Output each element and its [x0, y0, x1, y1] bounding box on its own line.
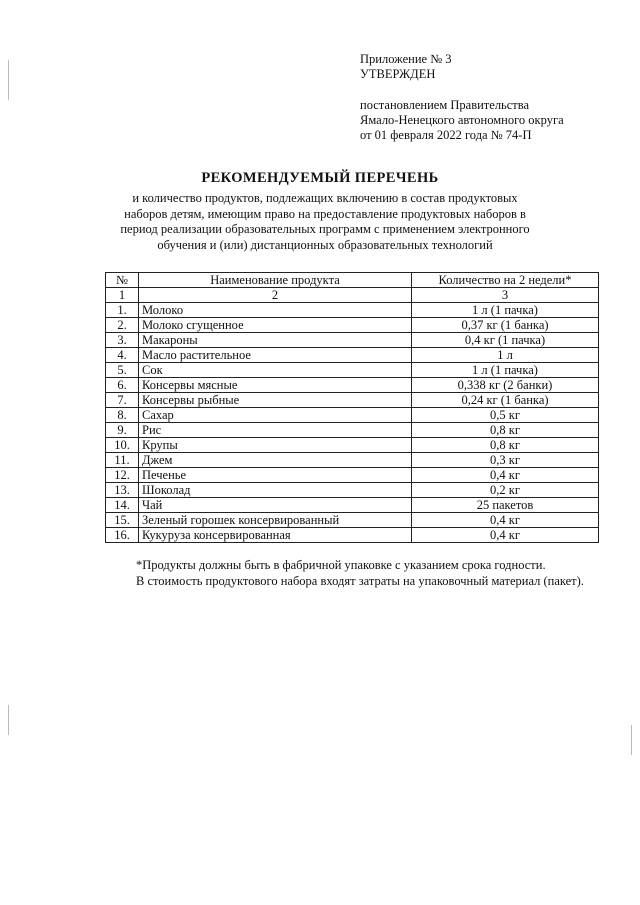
product-name: Зеленый горошек консервированный [139, 513, 412, 528]
table-row [106, 393, 599, 408]
product-quantity: 0,8 кг [412, 438, 599, 453]
column-number-2: 2 [139, 288, 412, 303]
header-number: № [106, 273, 139, 288]
table-row [106, 438, 599, 453]
product-quantity: 0,4 кг (1 пачка) [412, 333, 599, 348]
column-number-1: 1 [106, 288, 139, 303]
note-packaging: В стоимость продуктового набора входят затраты на упаковочный материал (пакет). [136, 574, 584, 588]
row-number: 9. [106, 423, 139, 438]
row-number: 11. [106, 453, 139, 468]
product-name: Молоко сгущенное [139, 318, 412, 333]
product-quantity: 0,24 кг (1 банка) [412, 393, 599, 408]
product-name: Крупы [139, 438, 412, 453]
note-expiry: *Продукты должны быть в фабричной упаковке с указанием срока годности. [136, 558, 546, 572]
product-quantity: 25 пакетов [412, 498, 599, 513]
product-name: Молоко [139, 303, 412, 318]
notes [108, 557, 605, 589]
table-row [106, 513, 599, 528]
product-name: Кукуруза консервированная [139, 528, 412, 543]
product-name: Консервы мясные [139, 378, 412, 393]
row-number: 15. [106, 513, 139, 528]
table-row [106, 363, 599, 378]
product-quantity: 0,4 кг [412, 468, 599, 483]
product-name: Джем [139, 453, 412, 468]
title-subtitle: и количество продуктов, подлежащих включению в состав продуктовых наборов детям, имеющим право на предоставление продуктовых наборов в период реализации образовательных программ с применением электронного обучения и (или) дистанционных образовательных технологий [120, 191, 530, 252]
product-name: Макароны [139, 333, 412, 348]
product-quantity: 0,2 кг [412, 483, 599, 498]
row-number: 8. [106, 408, 139, 423]
products-table [105, 272, 599, 543]
margin-tick [8, 705, 9, 735]
header-quantity: Количество на 2 недели* [412, 273, 599, 288]
product-quantity: 0,8 кг [412, 423, 599, 438]
product-name: Консервы рыбные [139, 393, 412, 408]
row-number: 7. [106, 393, 139, 408]
table-row [106, 348, 599, 363]
approved-label: УТВЕРЖДЕН [360, 67, 436, 81]
table-row [106, 528, 599, 543]
product-name: Масло растительное [139, 348, 412, 363]
product-quantity: 1 л [412, 348, 599, 363]
product-name: Чай [139, 498, 412, 513]
table-row [106, 333, 599, 348]
table-body [106, 303, 599, 543]
row-number: 2. [106, 318, 139, 333]
document-title [0, 170, 640, 253]
product-quantity: 0,4 кг [412, 528, 599, 543]
product-quantity: 0,338 кг (2 банки) [412, 378, 599, 393]
row-number: 10. [106, 438, 139, 453]
table-row [106, 453, 599, 468]
margin-tick [631, 725, 632, 755]
product-quantity: 0,37 кг (1 банка) [412, 318, 599, 333]
table-row [106, 423, 599, 438]
product-name: Печенье [139, 468, 412, 483]
product-name: Шоколад [139, 483, 412, 498]
table-row [106, 408, 599, 423]
row-number: 4. [106, 348, 139, 363]
header-product-name: Наименование продукта [139, 273, 412, 288]
margin-tick [8, 60, 9, 100]
table-row [106, 318, 599, 333]
table-row [106, 468, 599, 483]
product-quantity: 0,5 кг [412, 408, 599, 423]
product-quantity: 0,4 кг [412, 513, 599, 528]
product-name: Сок [139, 363, 412, 378]
product-name: Рис [139, 423, 412, 438]
table-row [106, 483, 599, 498]
row-number: 5. [106, 363, 139, 378]
row-number: 1. [106, 303, 139, 318]
product-quantity: 1 л (1 пачка) [412, 363, 599, 378]
column-number-3: 3 [412, 288, 599, 303]
resolution-line-1: постановлением Правительства [360, 98, 530, 112]
row-number: 14. [106, 498, 139, 513]
row-number: 3. [106, 333, 139, 348]
product-quantity: 1 л (1 пачка) [412, 303, 599, 318]
table-column-numbers-row [106, 288, 599, 303]
title-main: РЕКОМЕНДУЕМЫЙ ПЕРЕЧЕНЬ [201, 170, 439, 186]
product-quantity: 0,3 кг [412, 453, 599, 468]
row-number: 13. [106, 483, 139, 498]
appendix-label: Приложение № 3 [360, 52, 452, 66]
table-header-row [106, 273, 599, 288]
resolution-line-3: от 01 февраля 2022 года № 74-П [360, 128, 532, 142]
resolution-line-2: Ямало-Ненецкого автономного округа [360, 113, 564, 127]
product-name: Сахар [139, 408, 412, 423]
row-number: 12. [106, 468, 139, 483]
row-number: 16. [106, 528, 139, 543]
row-number: 6. [106, 378, 139, 393]
table-row [106, 378, 599, 393]
approval-block [360, 52, 630, 143]
table-row [106, 303, 599, 318]
table-row [106, 498, 599, 513]
